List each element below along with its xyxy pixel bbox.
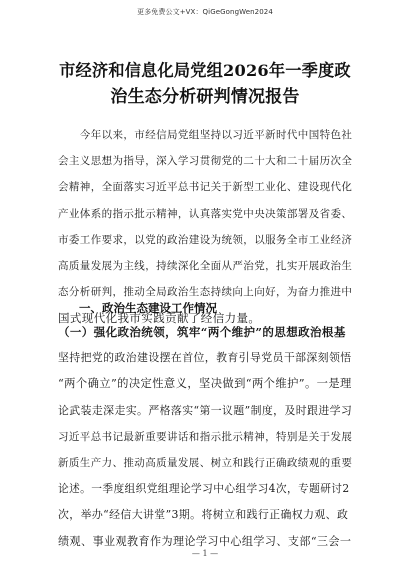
paragraph-line: 习近平总书记最新重要讲话和指示批示精神，特别是关于发展	[58, 430, 353, 443]
paragraph-line: 态分析研判，推动全局政治生态持续向上向好，为奋力推进中	[58, 286, 353, 299]
paragraph-line: 绩观、事业观教育作为理论学习中心组学习、支部“三会一	[58, 534, 352, 548]
paragraph-section-one	[58, 319, 352, 555]
title-line-2: 治生态分析研判情况报告	[110, 87, 300, 107]
paragraph-line: 会主义思想为指导，深入学习贯彻党的二十大和二十届历次全	[58, 155, 353, 168]
paragraph-line: 论武装走深走实。严格落实“第一议题”制度，及时跟进学习	[58, 403, 353, 417]
paragraph-line: 产业体系的指示批示精神，认真落实党中央决策部署及省委、	[58, 207, 353, 220]
paragraph-line: 坚持把党的政治建设摆在首位，教育引导党员干部深刻领悟	[58, 351, 352, 365]
subsection-heading: （一）强化政治统领，筑牢“两个维护”的思想政治根基	[58, 325, 346, 339]
header-note: 更多免费公文+VX：QiGeGongWen2024	[137, 8, 273, 16]
paragraph-line: 会精神，全面落实习近平总书记关于新型工业化、建设现代化	[58, 181, 353, 194]
paragraph-line: 今年以来，市经信局党组坚持以习近平新时代中国特色社	[58, 129, 353, 141]
page-number: — 1 —	[191, 549, 219, 558]
paragraph-line: 高质量发展为主线，持续深化全面从严治党，扎实开展政治生	[58, 259, 353, 272]
document-title	[58, 58, 352, 110]
paragraph-line: 次，举办“经信大讲堂”3期。将树立和践行正确权力观、政	[58, 508, 349, 522]
paragraph-line: 国式现代化我市实践贡献了经信力量。	[58, 311, 261, 326]
paragraph-line: 论述。一季度组织党组理论学习中心组学习4次，专题研讨2	[58, 482, 350, 496]
paragraph-line: 新质生产力、推动高质量发展、树立和践行正确政绩观的重要	[58, 456, 353, 469]
title-line-1: 市经济和信息化局党组2026年一季度政	[59, 61, 351, 80]
section-heading: 一、政治生态建设工作情况	[79, 301, 217, 315]
paragraph-line: 市委工作要求，以党的政治建设为统领，以服务全市工业经济	[58, 233, 353, 246]
paragraph-line: “两个确立”的决定性意义，坚决做到“两个维护”。一是理	[58, 377, 352, 391]
